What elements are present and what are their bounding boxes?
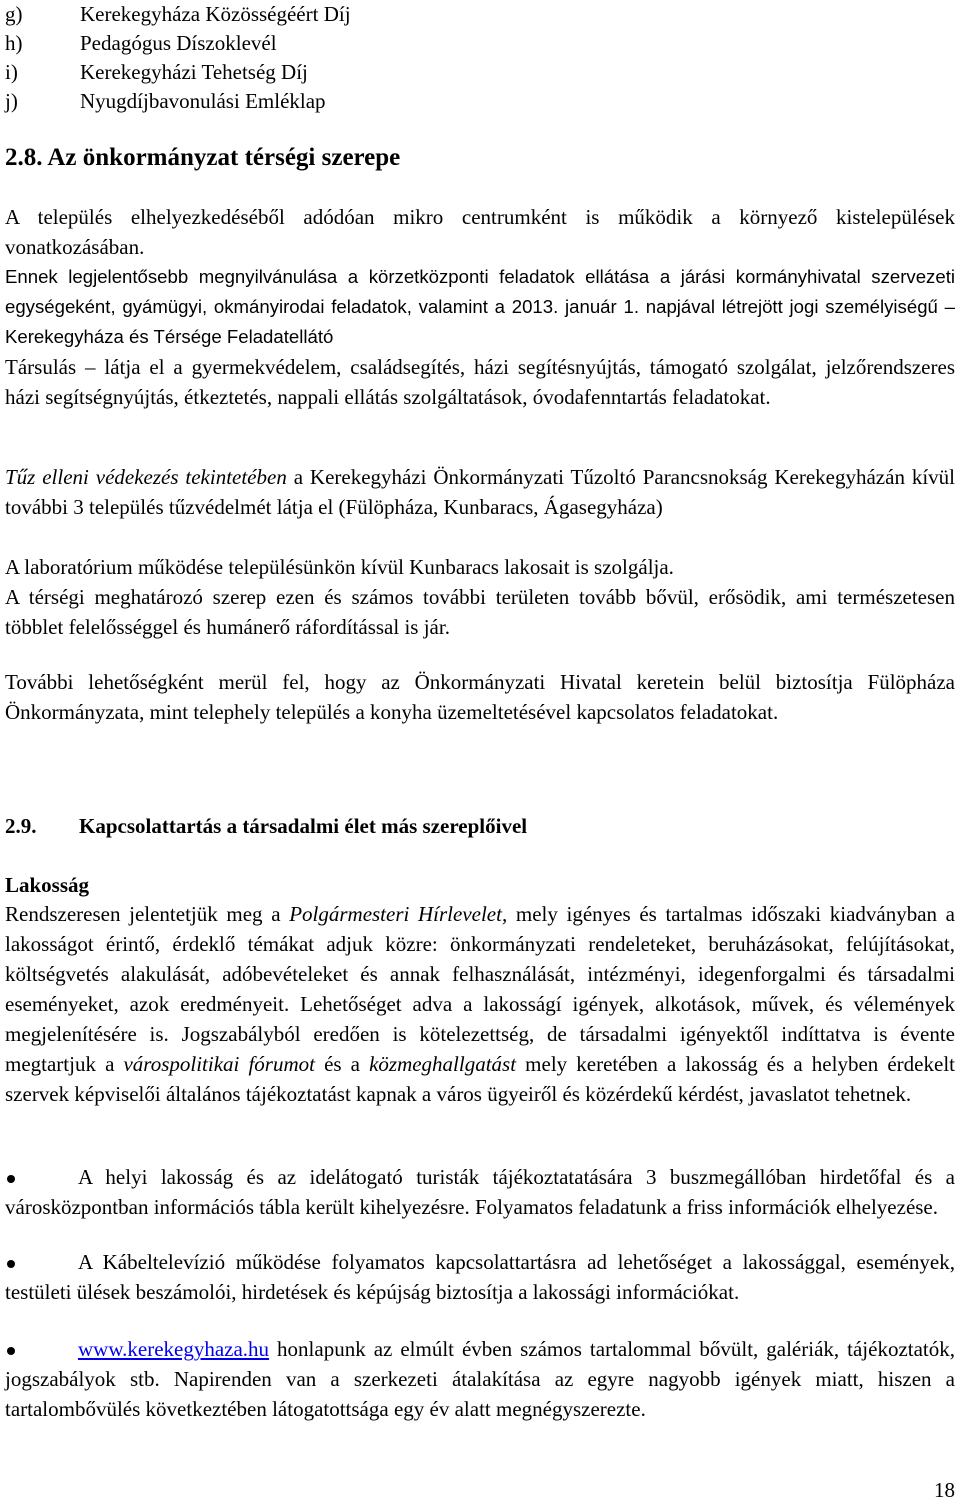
paragraph-association-tasks: Társulás – látja el a gyermekvédelem, családsegítés, házi segítésnyújtás, támogató szolgálat, jelzőrendszeres házi segítségnyújtás, étkeztetés, nappali ellátás szolgáltatások, óvodafenntartás feladatokat. — [5, 355, 955, 409]
bullet-icon — [5, 1162, 78, 1192]
paragraph-regional-role: A település elhelyezkedéséből adódóan mikro centrumként is működik a környező kistelepülések vonatkozásában. — [5, 205, 955, 259]
website-link[interactable]: www.kerekegyhaza.hu — [78, 1337, 270, 1361]
paragraph-newsletter: Rendszeresen jelentetjük meg a Polgármesteri Hírlevelet, mely igényes és tartalmas időszaki kiadványban a lakosságot érintő, érdeklő témákat adjuk közre: önkormányzati rendeleteket, beruházásokat, felújításokat, költségvetés alakulását, adóbevételeket és annak felhasználását, intézményi, idegenforgalmi és társadalmi eseményeket, azok eredményeit. Lehetőséget adva a lakosságí igények, alkotások, művek, és vélemények megjelenítésére is. Jogszabályból eredően is kötelezettség, de társadalmi igényektől indíttatva is évente megtartjuk a várospolitikai fórumot és a közmeghallgatást mely keretében a lakosság és a helyben érdekelt szervek képviselői általános tájékoztatást kapnak a város ügyeiről és közérdekű kérdést, javaslatot tehetnek. — [5, 902, 956, 1106]
bullet-item-website: www.kerekegyhaza.hu honlapunk az elmúlt évben számos tartalommal bővült, galériák, tájékoztatók, jogszabályok stb. Napirenden van a szerkezeti átalakítása az egyre nagyobb igények miatt, hiszen a tartalombővülés következtében látogatottsága egy év alatt megnégyszerezte. — [5, 1334, 955, 1424]
paragraph-fire-protection: Tűz elleni védekezés tekintetében a Kerekegyházi Önkormányzati Tűzoltó Parancsnokság Kerekegyházán kívül további 3 település tűzvédelmét látja el (Fülöpháza, Kunbaracs, Ágasegyháza) — [5, 465, 955, 519]
list-item: g) Kerekegyháza Közösségéért Díj — [5, 2, 351, 26]
paragraph-laboratory: A laboratórium működése településünkön kívül Kunbaracs lakosait is szolgálja. — [5, 555, 674, 579]
paragraph-fulophaza-kitchen: További lehetőségként merül fel, hogy az Önkormányzati Hivatal keretein belül biztosítja Fülöpháza Önkormányzata, mint telephely település a konyha üzemeltetésével kapcsolatos feladatokat. — [5, 670, 955, 724]
page-number: 18 — [934, 1478, 955, 1502]
paragraph-expanding-role: A térségi meghatározó szerep ezen és számos további területen tovább bővül, erősödik, ami természetesen többlet felelősséggel és humánerő ráfordítással is jár. — [5, 585, 955, 639]
section-heading-2-9: 2.9. Kapcsolattartás a társadalmi élet más szereplőivel — [5, 814, 528, 838]
award-list — [5, 0, 945, 116]
bullet-icon — [5, 1334, 78, 1364]
paragraph-district-tasks: Ennek legjelentősebb megnyilvánulása a körzetközponti feladatok ellátása a járási kormányhivatal szervezeti egységeként, gyámügyi, okmányirodai feladatok, valamint a 2013. január 1. napjával létrejött jogi személyiségű – Kerekegyháza és Térsége Feladatellátó — [5, 266, 955, 347]
list-item: j) Nyugdíjbavonulási Emléklap — [5, 89, 326, 113]
bullet-icon — [5, 1247, 78, 1277]
list-item: i) Kerekegyházi Tehetség Díj — [5, 60, 308, 84]
bullet-item-notice-boards: A helyi lakosság és az idelátogató turisták tájékoztatatására 3 buszmegállóban hirdetőfal és a városközpontban információs tábla került kihelyezésre. Folyamatos feladatunk a friss információk elhelyezése. — [5, 1162, 955, 1222]
fire-protection-label: Tűz elleni védekezés tekintetében — [5, 465, 287, 489]
bullet-item-cable-tv: A Kábeltelevízió működése folyamatos kapcsolattartásra ad lehetőséget a lakossággal, események, testületi ülések beszámolói, hirdetések és képújság biztosítja a lakossági információkat. — [5, 1247, 955, 1307]
subheading-lakossag: Lakosság — [5, 873, 90, 897]
section-heading-2-8: 2.8. Az önkormányzat térségi szerepe — [5, 144, 401, 171]
list-item: h) Pedagógus Díszoklevél — [5, 31, 277, 55]
